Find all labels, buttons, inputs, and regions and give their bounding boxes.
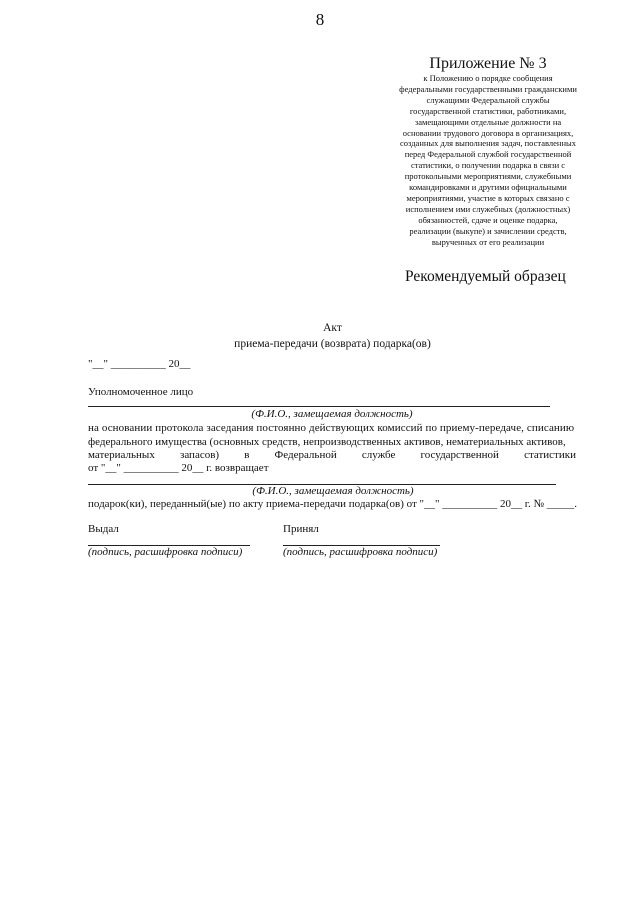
basis-word: в [244, 449, 250, 461]
received-label: Принял [283, 523, 319, 535]
appendix-line: государственной статистики, работниками, [409, 105, 567, 116]
fio-caption-2: (Ф.И.О., замещаемая должность) [252, 485, 414, 497]
issued-signature-caption: (подпись, расшифровка подписи) [88, 546, 243, 558]
basis-word: Федеральной [274, 449, 337, 461]
act-title: Акт [323, 322, 342, 334]
page-number: 8 [315, 10, 325, 29]
authorized-person-field-line [88, 406, 550, 407]
appendix-line: федеральными государственными гражданскими [399, 83, 577, 94]
basis-word: запасов) [179, 449, 220, 461]
act-subtitle: приема-передачи (возврата) подарка(ов) [234, 338, 431, 350]
appendix-description [388, 73, 588, 248]
appendix-line: перед Федеральной службой государственной [404, 149, 572, 160]
appendix-line: протокольными мероприятиями, служебными [404, 171, 572, 182]
sample-label: Рекомендуемый образец [405, 268, 566, 285]
act-date-line: "__" __________ 20__ [88, 358, 191, 370]
fio-caption-1: (Ф.И.О., замещаемая должность) [251, 408, 413, 420]
appendix-line: исполнением ими служебных (должностных) [405, 203, 571, 214]
appendix-line: замещающими отдельные должности на [414, 116, 562, 127]
appendix-line: служащими Федеральной службы [426, 94, 550, 105]
basis-word: статистики [524, 449, 576, 461]
basis-word: материальных [88, 449, 155, 461]
basis-line-1: на основании протокола заседания постоянно действующих комиссий по приему-передаче, списанию [88, 422, 575, 434]
issued-label: Выдал [88, 523, 119, 535]
appendix-line: обязанностей, сдаче и оценке подарка, [418, 214, 558, 225]
appendix-line: мероприятиями, участие в которых связано с [406, 192, 570, 203]
appendix-line: командировками и другими официальными [409, 182, 567, 193]
authorized-person-label: Уполномоченное лицо [88, 386, 194, 398]
appendix-line: созданных для выполнения задач, поставленных [400, 138, 576, 149]
basis-line-3 [88, 449, 576, 461]
appendix-line: статистики, о получении подарка в связи с [410, 160, 566, 171]
basis-word: государственной [420, 449, 499, 461]
appendix-title: Приложение № 3 [429, 55, 547, 72]
appendix-line: основании трудового договора в организациях, [402, 127, 574, 138]
basis-line-4: от "__" __________ 20__ г. возвращает [88, 462, 269, 474]
appendix-line: к Положению о порядке сообщения [423, 73, 553, 83]
basis-line-2: федерального имущества (основных средств, непроизводственных активов, нематериальных активов, [88, 436, 566, 448]
gifts-transfer-line: подарок(ки), переданный(ые) по акту приема-передачи подарка(ов) от "__" __________ 20__ г. № _____. [88, 498, 578, 510]
appendix-line: реализации (выкупе) и зачислении средств, [409, 225, 567, 236]
appendix-line: вырученных от его реализации [431, 236, 545, 247]
received-signature-caption: (подпись, расшифровка подписи) [283, 546, 438, 558]
basis-word: службе [361, 449, 396, 461]
